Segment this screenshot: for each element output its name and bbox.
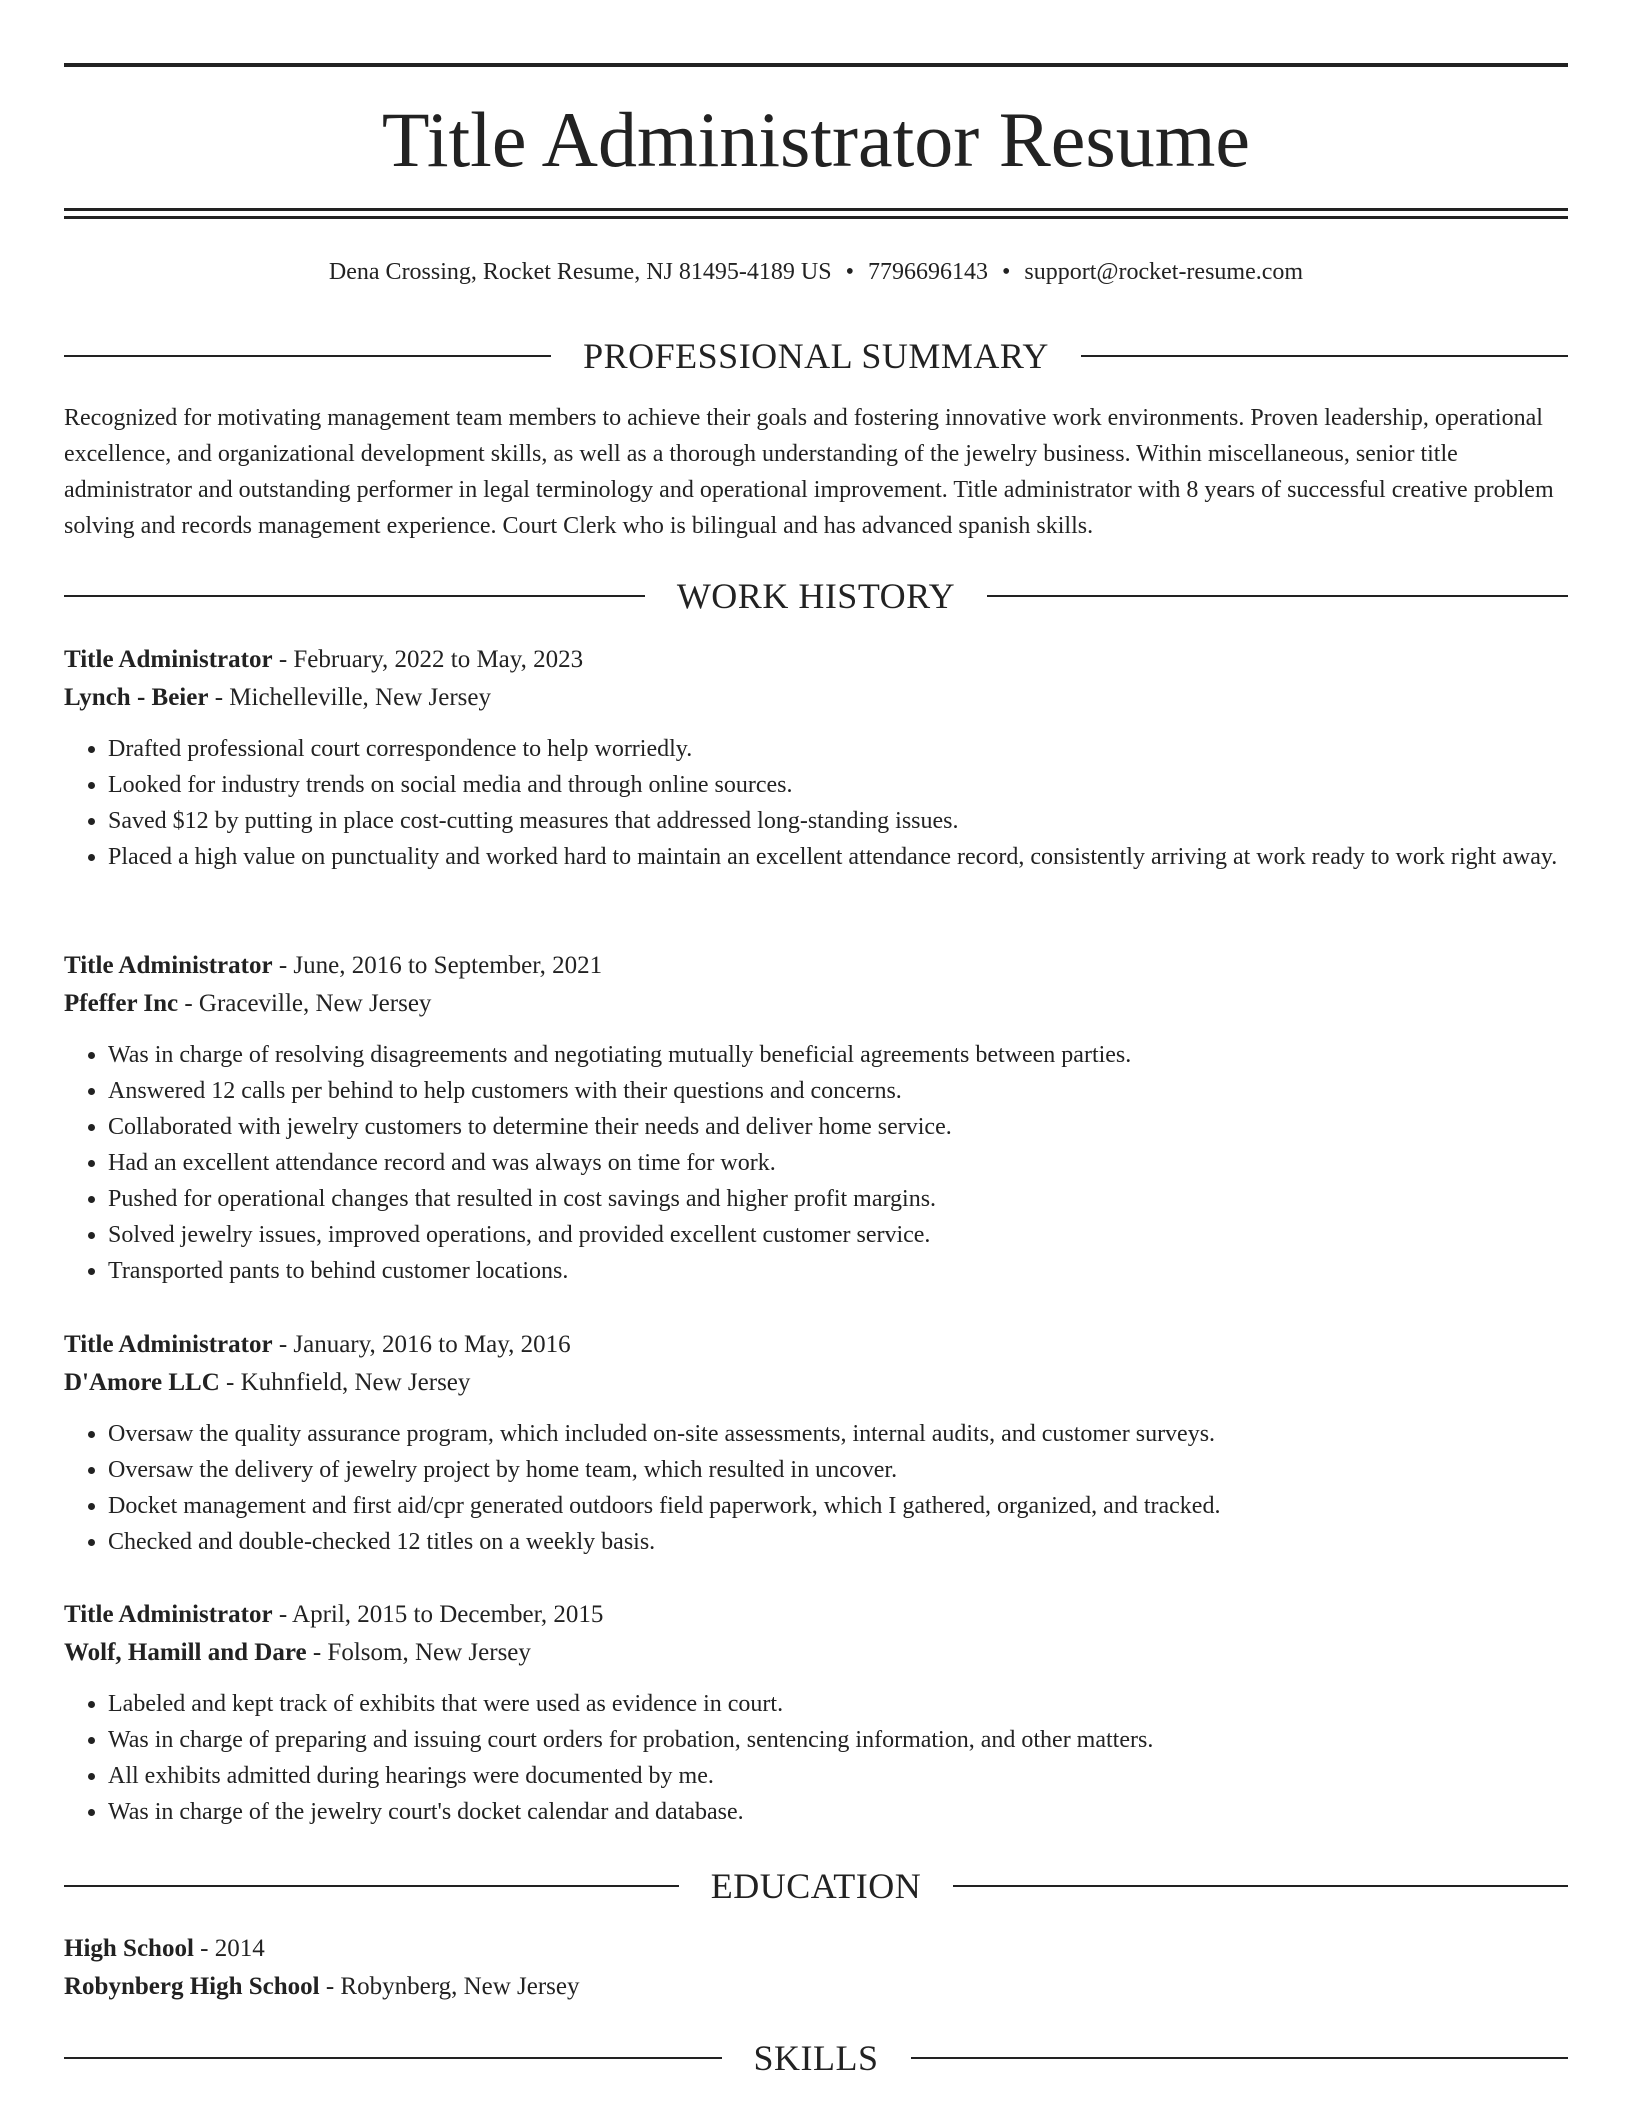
list-item: • All exhibits admitted during hearings were documented by me. (108, 1758, 1568, 1794)
education-school-line (64, 1968, 1568, 2006)
job-location: - Kuhnfield, New Jersey (219, 1369, 471, 1396)
list-item: • Docket management and first aid/cpr generated outdoors field paperwork, which I gathered, organized, and tracked. (108, 1488, 1568, 1524)
job-company-line (64, 985, 1568, 1023)
education-school: Robynberg High School (64, 1973, 320, 2000)
education-degree: High School (64, 1935, 194, 1962)
job-bullets (64, 1686, 1568, 1830)
list-item: • Oversaw the quality assurance program, which included on-site assessments, internal audits, and customer surveys. (108, 1416, 1568, 1452)
job-entry (64, 1596, 1568, 1830)
list-item: • Solved jewelry issues, improved operations, and provided excellent customer service. (108, 1217, 1568, 1253)
job-entry (64, 947, 1568, 1289)
job-title-line (64, 947, 1568, 985)
list-item: • Labeled and kept track of exhibits that were used as evidence in court. (108, 1686, 1568, 1722)
heading-rule-left (64, 1885, 679, 1887)
job-company: Wolf, Hamill and Dare (64, 1639, 307, 1666)
section-label: SKILLS (753, 2038, 879, 2078)
job-dates: - February, 2022 to May, 2023 (272, 646, 584, 673)
list-item: • Drafted professional court correspondence to help worriedly. (108, 731, 1568, 767)
section-label: WORK HISTORY (676, 576, 956, 616)
job-dates: - April, 2015 to December, 2015 (272, 1601, 604, 1628)
education-entry (64, 1930, 1568, 2006)
job-bullets (64, 1037, 1568, 1289)
section-label: PROFESSIONAL SUMMARY (583, 336, 1049, 376)
list-item: • Transported pants to behind customer locations. (108, 1253, 1568, 1289)
section-label: EDUCATION (710, 1866, 922, 1906)
job-dates: - June, 2016 to September, 2021 (272, 952, 603, 979)
education-degree-line (64, 1930, 1568, 1968)
job-dates: - January, 2016 to May, 2016 (272, 1331, 571, 1358)
job-company-line (64, 1634, 1568, 1672)
list-item: • Saved $12 by putting in place cost-cutting measures that addressed long-standing issues. (108, 803, 1568, 839)
section-heading-work-history (64, 574, 1568, 618)
contact-email: support@rocket-resume.com (1024, 259, 1304, 285)
job-entry (64, 1326, 1568, 1560)
job-company-line (64, 1364, 1568, 1402)
list-item: • Placed a high value on punctuality and worked hard to maintain an excellent attendance record, consistently arriving at work ready to work right away. (108, 839, 1568, 875)
list-item: • Looked for industry trends on social media and through online sources. (108, 767, 1568, 803)
heading-rule-right (987, 595, 1568, 597)
job-company: Pfeffer Inc (64, 990, 179, 1017)
list-item: • Was in charge of resolving disagreements and negotiating mutually beneficial agreements between parties. (108, 1037, 1568, 1073)
job-bullets (64, 1416, 1568, 1560)
job-title-line (64, 641, 1568, 679)
heading-rule-left (64, 595, 645, 597)
list-item: • Oversaw the delivery of jewelry project by home team, which resulted in uncover. (108, 1452, 1568, 1488)
contact-separator: • (845, 259, 854, 285)
job-entry (64, 641, 1568, 875)
job-title-line (64, 1326, 1568, 1364)
summary-text: Recognized for motivating management team members to achieve their goals and fostering innovative work environments. Proven leadership, operational excellence, and organizational development skills, as well as a thorough understanding of the jewelry business. Within miscellaneous, senior title administrator and outstanding performer in legal terminology and operational improvement. Title administrator with 8 years of successful creative problem solving and records management experience. Court Clerk who is bilingual and has advanced spanish skills. (64, 405, 1554, 539)
education-year: - 2014 (193, 1935, 265, 1962)
title-rule-upper (64, 208, 1568, 211)
top-rule (64, 63, 1568, 67)
job-role: Title Administrator (64, 1331, 273, 1358)
title-rule-lower (64, 216, 1568, 219)
job-title-line (64, 1596, 1568, 1634)
heading-rule-right (1081, 355, 1568, 357)
heading-rule-left (64, 355, 551, 357)
job-location: - Graceville, New Jersey (178, 990, 432, 1017)
section-heading-skills (64, 2036, 1568, 2080)
heading-rule-right (953, 1885, 1568, 1887)
contact-line (64, 254, 1568, 290)
page-title: Title Administrator Resume (381, 96, 1251, 183)
job-bullets (64, 731, 1568, 875)
job-location: - Folsom, New Jersey (306, 1639, 531, 1666)
heading-rule-right (911, 2057, 1569, 2059)
job-role: Title Administrator (64, 952, 273, 979)
list-item: • Collaborated with jewelry customers to determine their needs and deliver home service. (108, 1109, 1568, 1145)
job-role: Title Administrator (64, 1601, 273, 1628)
job-company: D'Amore LLC (64, 1369, 220, 1396)
section-heading-summary (64, 334, 1568, 378)
contact-separator: • (1001, 259, 1011, 285)
contact-address: Dena Crossing, Rocket Resume, NJ 81495-4189 US (328, 259, 832, 285)
list-item: • Was in charge of preparing and issuing court orders for probation, sentencing information, and other matters. (108, 1722, 1568, 1758)
job-company-line (64, 679, 1568, 717)
education-location: - Robynberg, New Jersey (319, 1973, 580, 2000)
contact-phone: 7796696143 (867, 259, 988, 285)
list-item: • Was in charge of the jewelry court's docket calendar and database. (108, 1794, 1568, 1830)
list-item: • Checked and double-checked 12 titles on a weekly basis. (108, 1524, 1568, 1560)
job-location: - Michelleville, New Jersey (208, 684, 491, 711)
section-heading-education (64, 1864, 1568, 1908)
job-company: Lynch - Beier (64, 684, 209, 711)
job-role: Title Administrator (64, 646, 273, 673)
list-item: • Pushed for operational changes that resulted in cost savings and higher profit margins. (108, 1181, 1568, 1217)
list-item: • Answered 12 calls per behind to help customers with their questions and concerns. (108, 1073, 1568, 1109)
list-item: • Had an excellent attendance record and was always on time for work. (108, 1145, 1568, 1181)
heading-rule-left (64, 2057, 722, 2059)
